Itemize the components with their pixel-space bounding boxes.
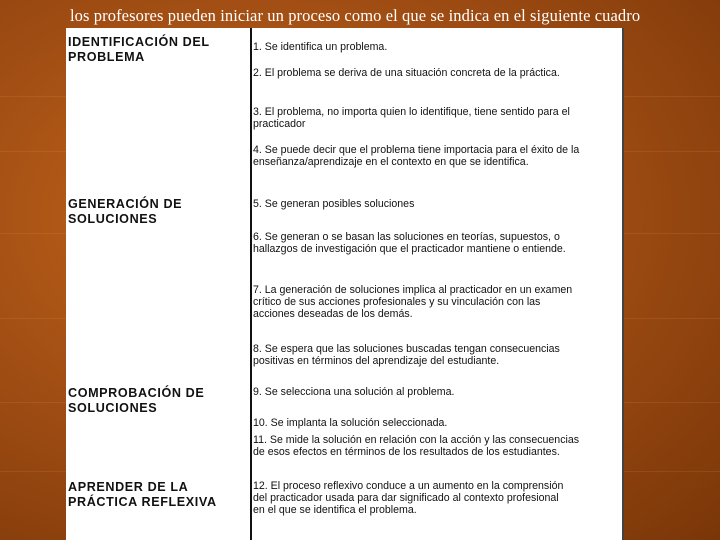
phase-line: SOLUCIONES [68,401,158,415]
step-item-4 [253,144,623,168]
phase-line: COMPROBACIÓN DE [68,386,205,400]
step-line: 2. El problema se deriva de una situación concreta de la práctica. [253,67,560,79]
step-line: 3. El problema, no importa quien lo identifique, tiene sentido para el [253,106,570,118]
step-line: positivas en términos del aprendizaje del estudiante. [253,355,500,367]
step-line: 6. Se generan o se basan las soluciones en teorías, supuestos, o [253,231,560,243]
step-item-12 [253,480,623,516]
phase-line: SOLUCIONES [68,212,158,226]
step-item-11 [253,434,623,458]
step-line: 4. Se puede decir que el problema tiene importacia para el éxito de la [253,144,580,156]
phase-comprobacion [68,386,250,416]
step-line: 1. Se identifica un problema. [253,41,388,53]
step-line: 8. Se espera que las soluciones buscadas tengan consecuencias [253,343,560,355]
phase-line: GENERACIÓN DE [68,197,183,211]
step-item-3 [253,106,623,130]
step-item-9 [253,386,623,398]
step-line: practicador [253,118,306,130]
step-line: en el que se identifica el problema. [253,504,417,516]
step-line: 7. La generación de soluciones implica al practicador en un examen [253,284,573,296]
phase-identificacion [68,35,250,65]
phase-practica-reflexiva [68,480,250,510]
phase-line: IDENTIFICACIÓN DEL [68,35,210,49]
step-line: 5. Se generan posibles soluciones [253,198,415,210]
step-item-2 [253,67,623,79]
slide-caption: los profesores pueden iniciar un proceso como el que se indica en el siguiente cuadro [70,6,641,25]
step-line: de esos efectos en términos de los resultados de los estudiantes. [253,446,560,458]
step-line: enseñanza/aprendizaje en el contexto en que se identifica. [253,156,529,168]
step-line: 11. Se mide la solución en relación con la acción y las consecuencias [253,434,580,446]
process-table [66,28,624,540]
step-line: acciones deseadas de los demás. [253,308,413,320]
phase-line: PROBLEMA [68,50,145,64]
step-item-8 [253,343,623,367]
phase-generacion [68,197,250,227]
phase-line: PRÁCTICA REFLEXIVA [68,495,217,509]
step-item-6 [253,231,623,255]
phase-line: APRENDER DE LA [68,480,189,494]
step-item-1 [253,41,623,53]
step-item-7 [253,284,623,320]
step-line: del practicador usada para dar significado al contexto profesional [253,492,559,504]
step-line: 12. El proceso reflexivo conduce a un aumento en la comprensión [253,480,564,492]
step-line: 10. Se implanta la solución seleccionada. [253,417,448,429]
step-item-5 [253,198,623,210]
step-line: 9. Se selecciona una solución al problema. [253,386,455,398]
column-divider [250,28,252,540]
step-item-10 [253,417,623,429]
step-line: hallazgos de investigación que el practicador mantiene o entiende. [253,243,566,255]
step-line: crítico de sus acciones profesionales y su vinculación con las [253,296,541,308]
